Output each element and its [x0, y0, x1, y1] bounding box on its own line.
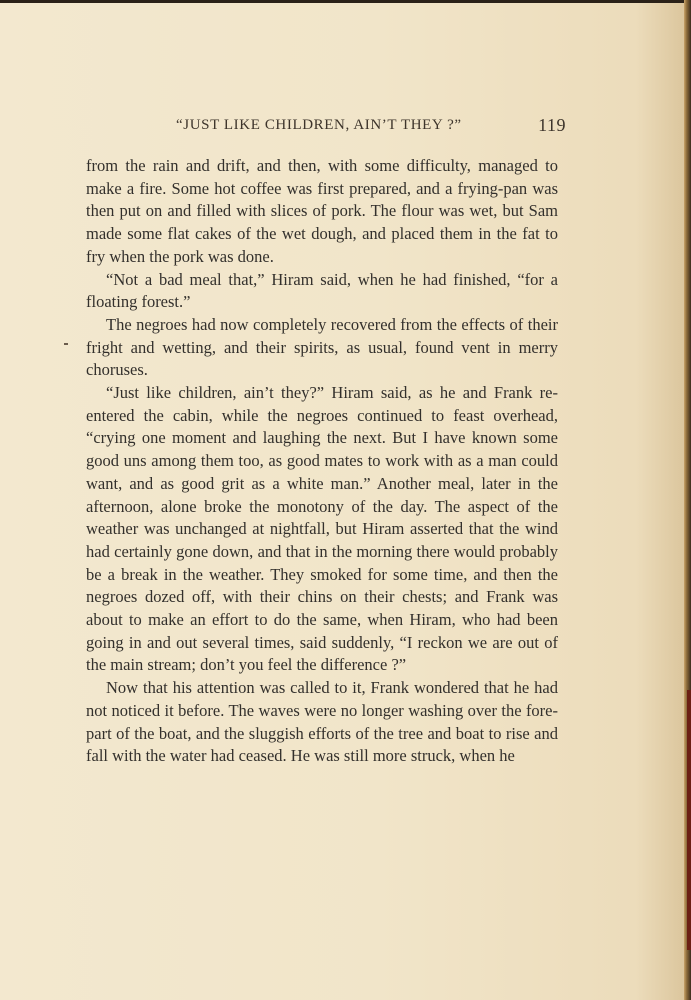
- running-head: “JUST LIKE CHILDREN, AIN’T THEY ?”: [176, 117, 462, 133]
- paragraph: from the rain and drift, and then, with some difficulty, managed to make a fire. Some hot coffee was first prepared, and a frying-pan was then put on and filled with slices of pork. The flour was wet, but Sam made some flat cakes of the wet dough, and placed them in the fat to fry when the pork was done.: [86, 156, 558, 266]
- margin-mark: [64, 343, 68, 345]
- page-top-edge: [0, 0, 691, 3]
- body-text: [86, 155, 558, 768]
- page-header: [176, 117, 566, 139]
- paragraph: “Not a bad meal that,” Hiram said, when he had finished, “for a floating forest.”: [86, 269, 558, 312]
- page-number: 119: [538, 115, 566, 135]
- paragraph: Now that his attention was called to it, Frank wondered that he had not noticed it before. The waves were no longer washing over the fore-part of the boat, and the sluggish efforts of the tree and boat to rise and fall with the water had ceased. He was still more struck, when he: [86, 678, 558, 766]
- paragraph: “Just like children, ain’t they?” Hiram said, as he and Frank re-entered the cabin, while the negroes continued to feast overhead, “crying one moment and laughing the next. But I have known some good uns among them too, as good mates to work with as a man could want, and as good grit as a white man.” Another meal, later in the afternoon, alone broke the monotony of the day. The aspect of the weather was unchanged at nightfall, but Hiram asserted that the wind had certainly gone down, and that in the morning there would probably be a break in the weather. They smoked for some time, and then the negroes dozed off, with their chins on their chests; and Frank was about to make an effort to do the same, when Hiram, who had been going in and out several times, said suddenly, “I reckon we are out of the main stream; don’t you feel the difference ?”: [86, 383, 558, 675]
- paragraph: The negroes had now completely recovered from the effects of their fright and wetting, and their spirits, as usual, found vent in merry choruses.: [86, 314, 558, 380]
- book-spine-edge: [684, 0, 691, 1000]
